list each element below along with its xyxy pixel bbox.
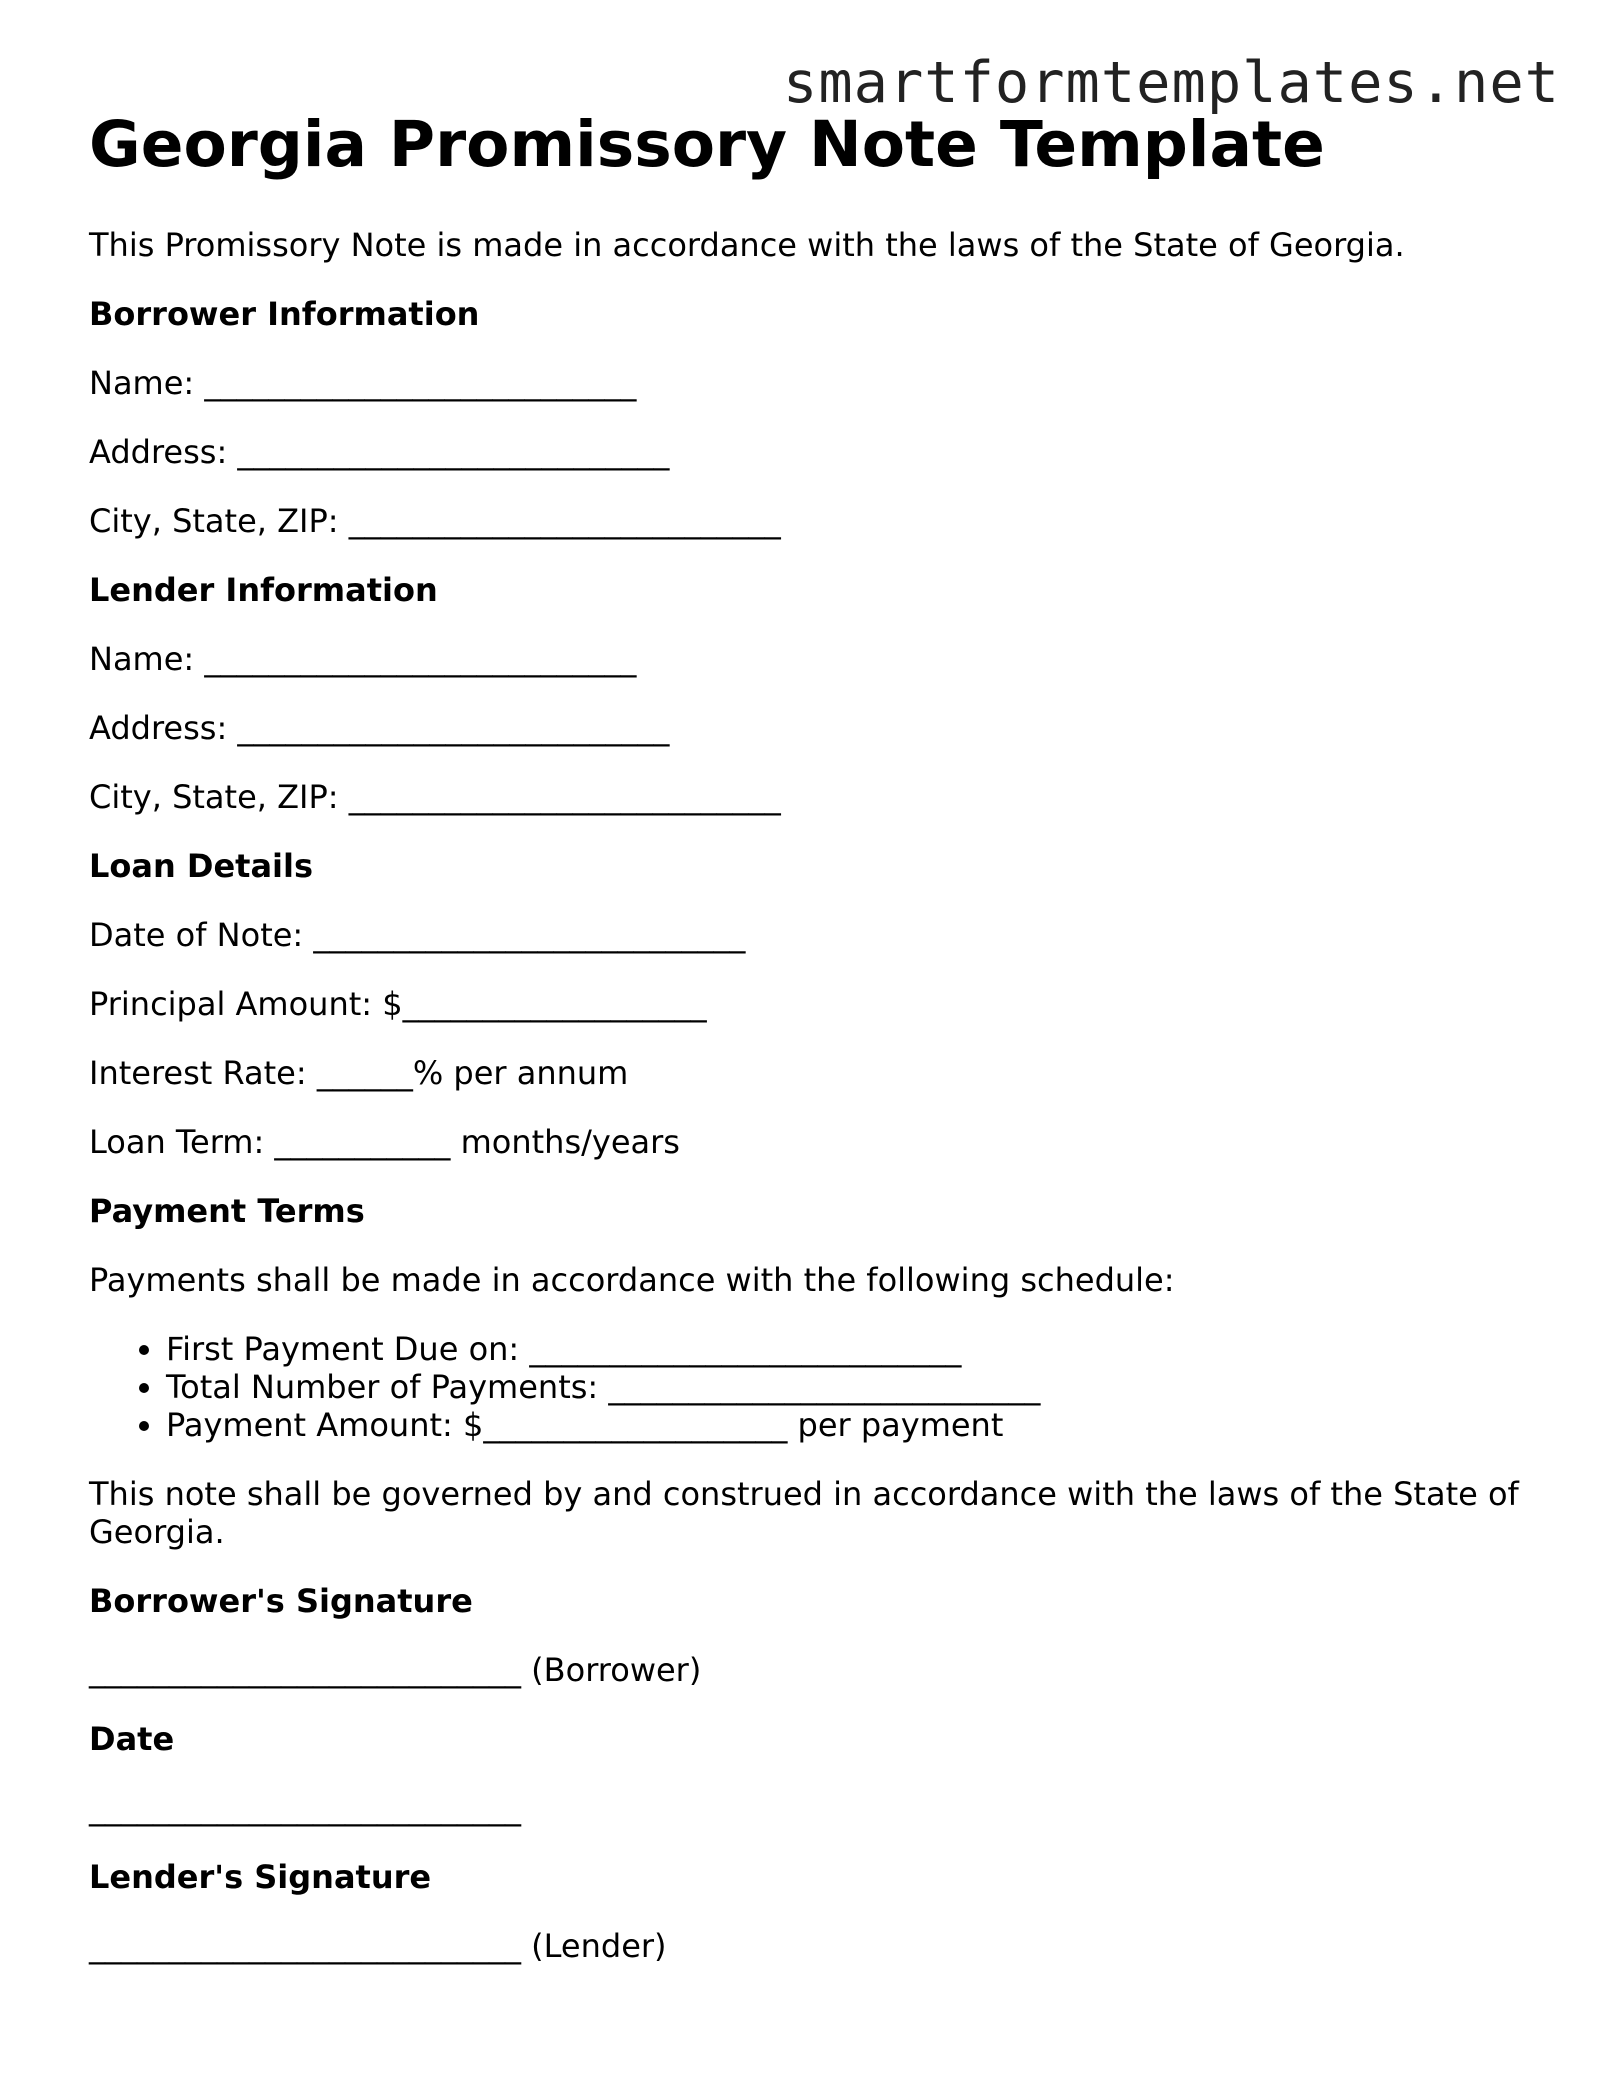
loan-interest-field: Interest Rate: ______% per annum: [89, 1054, 629, 1092]
date-line: ___________________________: [89, 1789, 521, 1827]
borrower-city-field: City, State, ZIP: ___________________________: [89, 502, 781, 540]
lender-signature-heading: Lender's Signature: [89, 1858, 432, 1896]
borrower-address-field: Address: ___________________________: [89, 433, 670, 471]
governing-law-text: This note shall be governed by and construed in accordance with the laws of the State of Georgia.: [89, 1475, 1519, 1551]
lender-address-field: Address: ___________________________: [89, 709, 670, 747]
list-item: • Total Number of Payments: ___________________________: [166, 1368, 1549, 1406]
page-title: Georgia Promissory Note Template: [89, 108, 1325, 181]
borrower-heading: Borrower Information: [89, 295, 480, 333]
list-item: • First Payment Due on: ___________________________: [166, 1330, 1549, 1368]
borrower-signature-line: ___________________________ (Borrower): [89, 1651, 702, 1689]
payment-list: [89, 1330, 1549, 1444]
date-heading: Date: [89, 1720, 175, 1758]
borrower-signature-heading: Borrower's Signature: [89, 1582, 473, 1620]
watermark: smartformtemplates.net: [783, 50, 1560, 116]
borrower-name-field: Name: ___________________________: [89, 364, 637, 402]
payment-heading: Payment Terms: [89, 1192, 365, 1230]
loan-date-field: Date of Note: ___________________________: [89, 916, 746, 954]
payment-intro: Payments shall be made in accordance with the following schedule:: [89, 1261, 1175, 1299]
intro-text: This Promissory Note is made in accordance with the laws of the State of Georgia.: [89, 226, 1405, 264]
loan-heading: Loan Details: [89, 847, 314, 885]
list-item: • Payment Amount: $___________________ per payment: [166, 1406, 1549, 1444]
lender-city-field: City, State, ZIP: ___________________________: [89, 778, 781, 816]
lender-name-field: Name: ___________________________: [89, 640, 637, 678]
lender-signature-line: ___________________________ (Lender): [89, 1927, 667, 1965]
document-body: [89, 226, 1549, 1996]
loan-term-field: Loan Term: ___________ months/years: [89, 1123, 680, 1161]
loan-principal-field: Principal Amount: $___________________: [89, 985, 707, 1023]
lender-heading: Lender Information: [89, 571, 438, 609]
